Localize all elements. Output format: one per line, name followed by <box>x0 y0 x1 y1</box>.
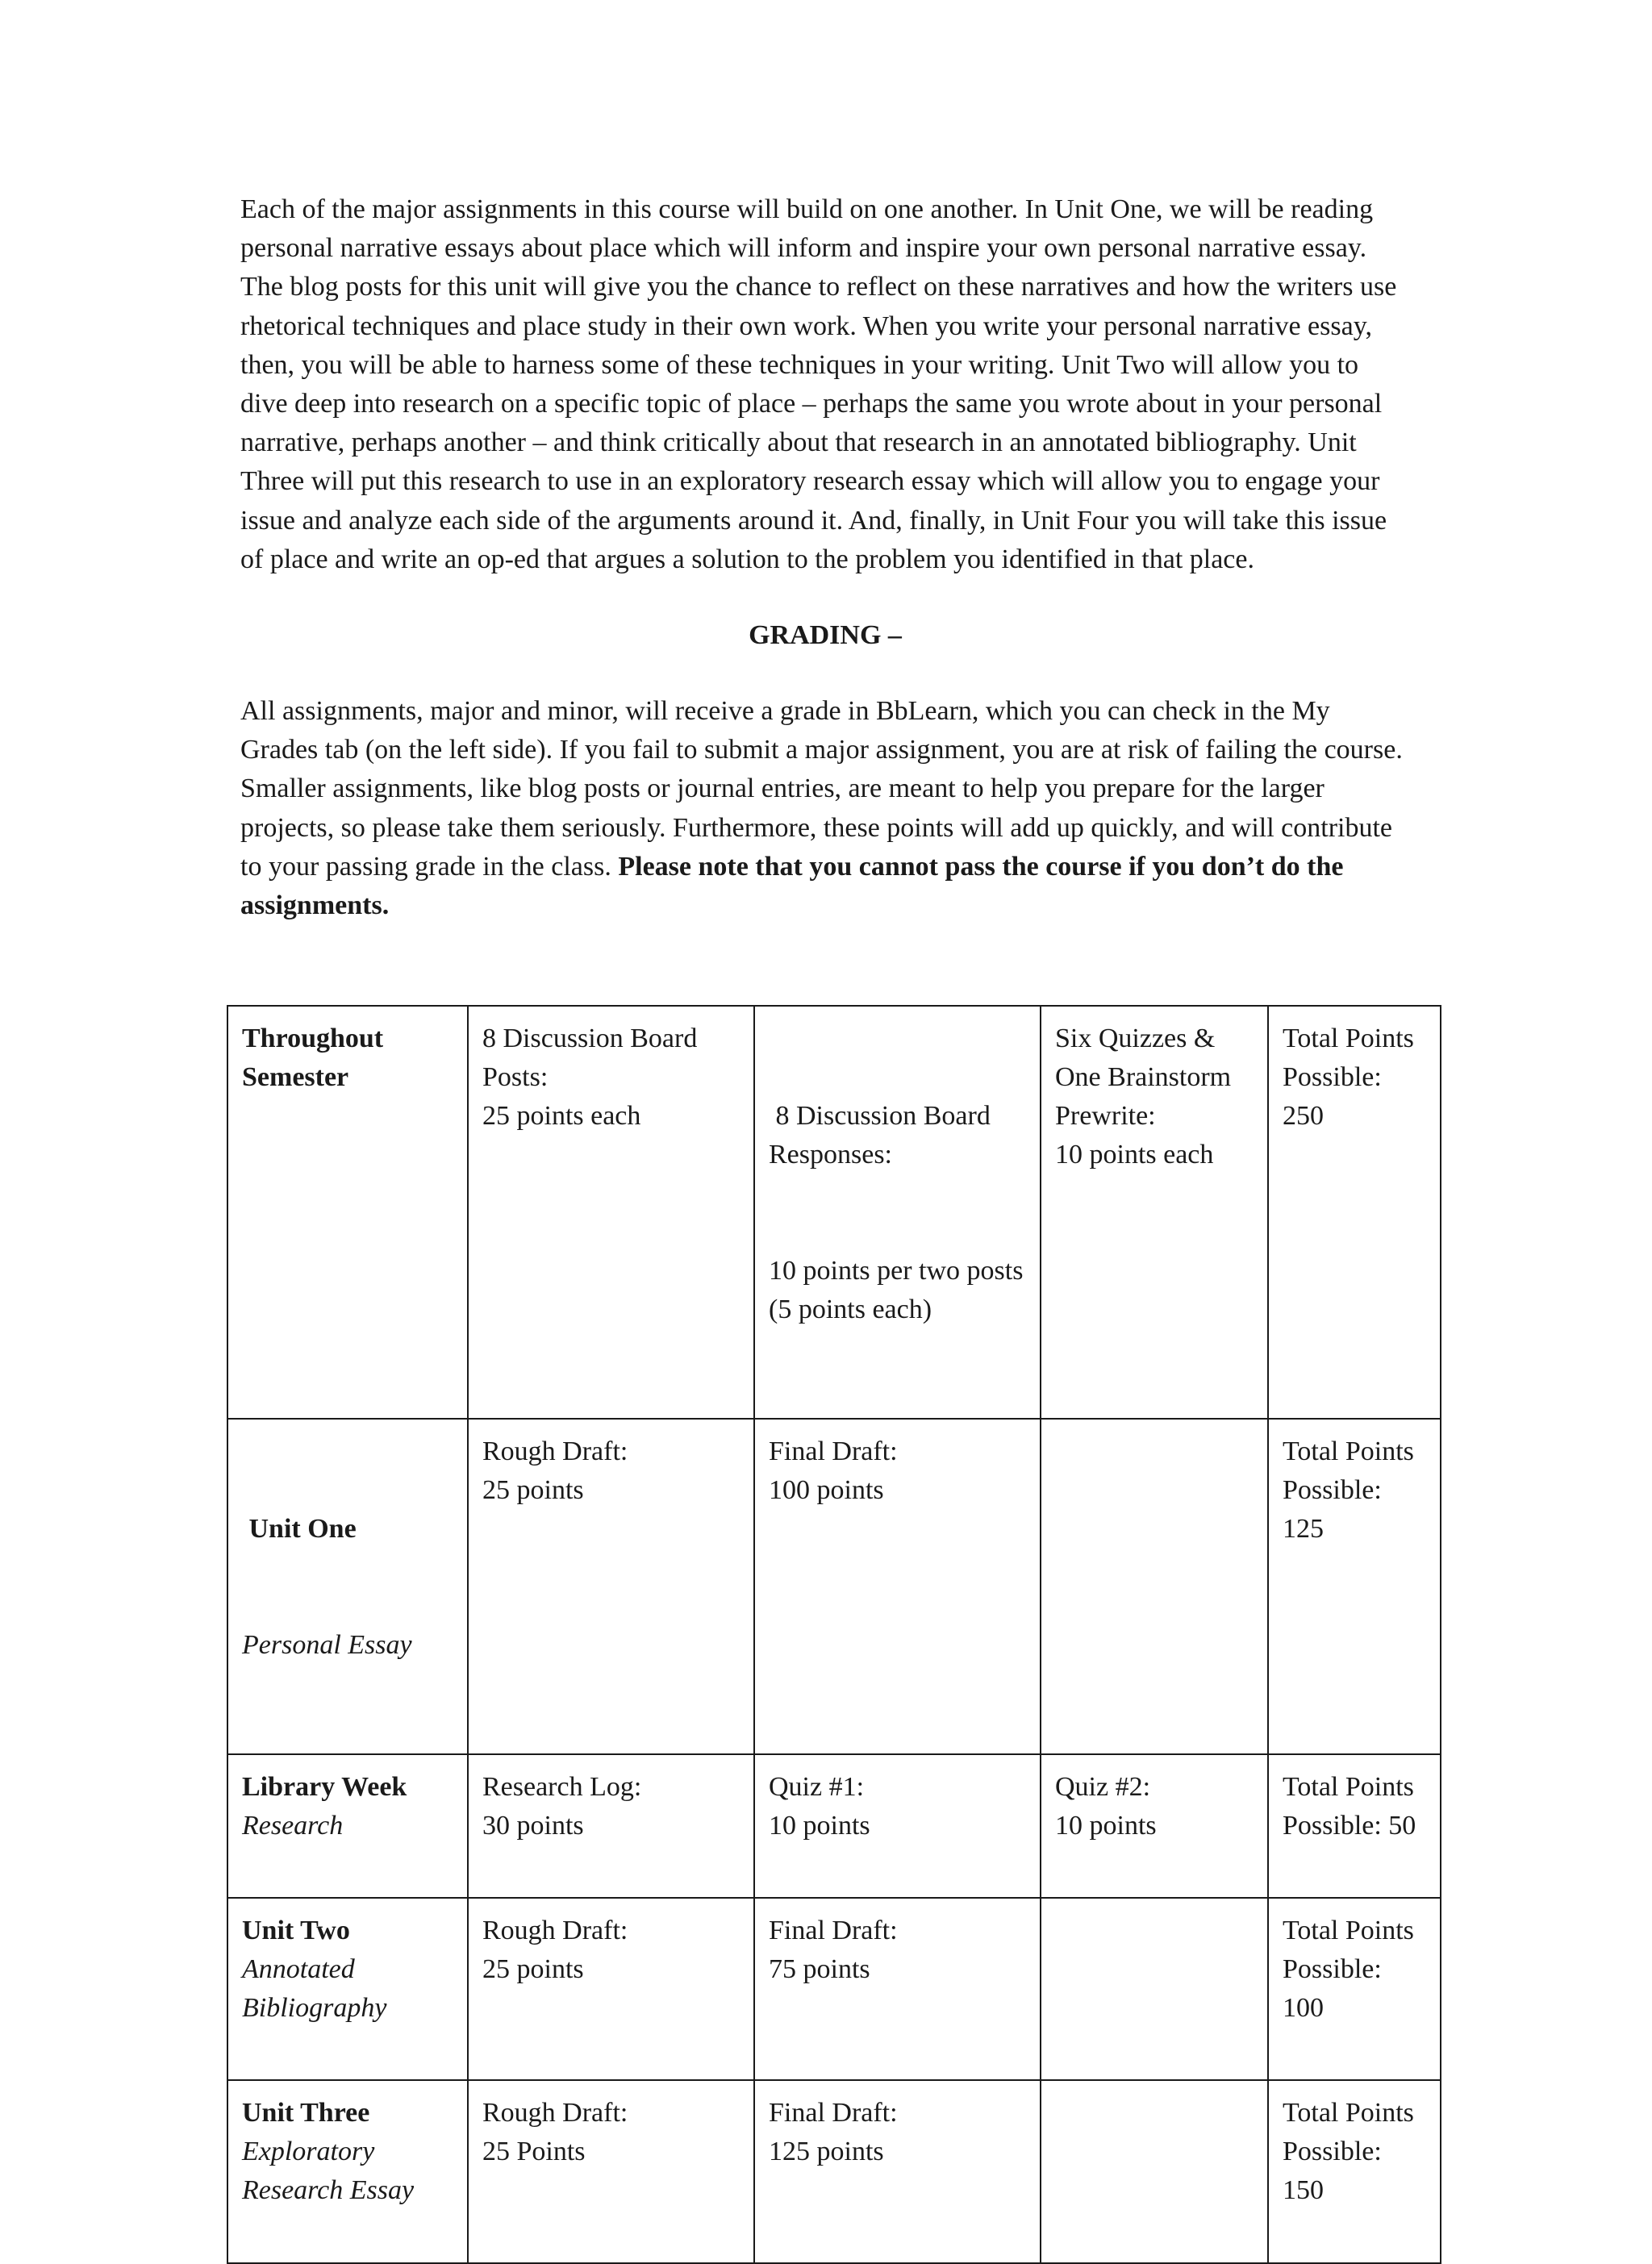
assignment-label: Research Log: <box>482 1772 642 1802</box>
grading-note: Please note that you cannot pass the course if you don’t do the assignments. <box>240 851 1344 921</box>
assignment-cell <box>754 1006 1041 1419</box>
assignment-cell <box>468 1419 754 1754</box>
assignment-cell <box>468 2080 754 2263</box>
row-title: Throughout Semester <box>242 1024 384 1092</box>
total-label: Total Points Possible: <box>1283 1436 1414 1505</box>
grading-text: All assignments, major and minor, will receive a grade in BbLearn, which you can check in the My Grades tab (on the left side). If you fail to submit a major assignment, you are at risk of failing the course. Smaller assignments, like blog posts or journal entries, are meant to help you prepare for the larger projects, so please take them seriously. Furthermore, these points will add up quickly, and will contribute to your passing grade in the class. <box>240 696 1403 882</box>
row-title-cell <box>227 1006 468 1419</box>
assignment-label: Final Draft: <box>769 2098 898 2128</box>
table-row <box>227 2080 1441 2263</box>
assignment-points: 75 points <box>769 1954 870 1984</box>
assignment-label: Rough Draft: <box>482 1436 628 1466</box>
assignment-points: 25 points each <box>482 1101 641 1131</box>
assignment-cell <box>1041 1754 1268 1898</box>
assignment-label: Six Quizzes & One Brainstorm Prewrite: <box>1055 1024 1232 1131</box>
total-value: 125 <box>1283 1514 1324 1544</box>
total-cell <box>1268 1754 1441 1898</box>
total-value: 250 <box>1283 1101 1324 1131</box>
assignment-points: 10 points <box>769 1811 870 1841</box>
assignment-cell <box>1041 1419 1268 1754</box>
total-label: Total Points Possible: <box>1283 2098 1414 2166</box>
table-row <box>227 1006 1441 1419</box>
assignment-points: 30 points <box>482 1811 584 1841</box>
assignment-points: 10 points <box>1055 1811 1157 1841</box>
table-row <box>227 1419 1441 1754</box>
total-cell <box>1268 2080 1441 2263</box>
assignment-cell <box>754 1898 1041 2080</box>
row-title: Library Week <box>242 1772 407 1802</box>
row-title: Unit Two <box>242 1916 350 1945</box>
assignment-cell <box>1041 1898 1268 2080</box>
assignment-label: 8 Discussion Board Responses: <box>769 1101 998 1170</box>
total-value: 150 <box>1283 2175 1324 2205</box>
assignment-points: 125 points <box>769 2137 884 2166</box>
grading-paragraph <box>240 692 1410 925</box>
assignment-cell <box>754 2080 1041 2263</box>
total-label: Total Points Possible: <box>1283 1916 1414 1984</box>
document-body <box>240 190 1410 925</box>
assignment-cell <box>1041 2080 1268 2263</box>
assignment-label: 8 Discussion Board Posts: <box>482 1024 698 1092</box>
assignment-cell <box>468 1754 754 1898</box>
intro-paragraph: Each of the major assignments in this course will build on one another. In Unit One, we will be reading personal narrative essays about place which will inform and inspire your own personal narrative essay. The blog posts for this unit will give you the chance to reflect on these narratives and how the writers use rhetorical techniques and place study in their own work. When you write your personal narrative essay, then, you will be able to harness some of these techniques in your writing. Unit Two will allow you to dive deep into research on a specific topic of place – perhaps the same you wrote about in your personal narrative, perhaps another – and think critically about that research in an annotated bibliography. Unit Three will put this research to use in an exploratory research essay which will allow you to engage your issue and analyze each side of the arguments around it. And, finally, in Unit Four you will take this issue of place and write an op-ed that argues a solution to the problem you identified in that place. <box>240 194 1397 574</box>
row-subtitle: Research <box>242 1811 344 1841</box>
total-label: Total Points Possible: 50 <box>1283 1772 1416 1841</box>
grading-heading: GRADING – <box>749 620 902 651</box>
total-label: Total Points Possible: <box>1283 1024 1414 1092</box>
assignment-label: Quiz #2: <box>1055 1772 1151 1802</box>
assignment-cell <box>754 1419 1041 1754</box>
assignment-cell <box>1041 1006 1268 1419</box>
row-title-cell <box>227 2080 468 2263</box>
assignment-points: 10 points per two posts (5 points each) <box>769 1256 1030 1324</box>
row-subtitle: Personal Essay <box>242 1630 412 1660</box>
assignment-label: Quiz #1: <box>769 1772 865 1802</box>
table-row <box>227 1898 1441 2080</box>
row-subtitle: Annotated Bibliography <box>242 1954 387 2023</box>
row-title: Unit One <box>242 1514 357 1544</box>
assignment-points: 100 points <box>769 1475 884 1505</box>
row-subtitle: Exploratory Research Essay <box>242 2137 415 2205</box>
grading-table <box>227 1005 1441 2264</box>
assignment-points: 25 Points <box>482 2137 586 2166</box>
assignment-cell <box>468 1006 754 1419</box>
assignment-label: Rough Draft: <box>482 2098 628 2128</box>
total-cell <box>1268 1419 1441 1754</box>
row-title-cell <box>227 1754 468 1898</box>
row-title: Unit Three <box>242 2098 370 2128</box>
assignment-label: Final Draft: <box>769 1916 898 1945</box>
assignment-label: Rough Draft: <box>482 1916 628 1945</box>
row-title-cell <box>227 1898 468 2080</box>
assignment-points: 25 points <box>482 1475 584 1505</box>
table-row <box>227 1754 1441 1898</box>
total-cell <box>1268 1898 1441 2080</box>
total-cell <box>1268 1006 1441 1419</box>
assignment-label: Final Draft: <box>769 1436 898 1466</box>
assignment-cell <box>754 1754 1041 1898</box>
assignment-points: 10 points each <box>1055 1140 1214 1170</box>
assignment-points: 25 points <box>482 1954 584 1984</box>
assignment-cell <box>468 1898 754 2080</box>
total-value: 100 <box>1283 1993 1324 2023</box>
row-title-cell <box>227 1419 468 1754</box>
